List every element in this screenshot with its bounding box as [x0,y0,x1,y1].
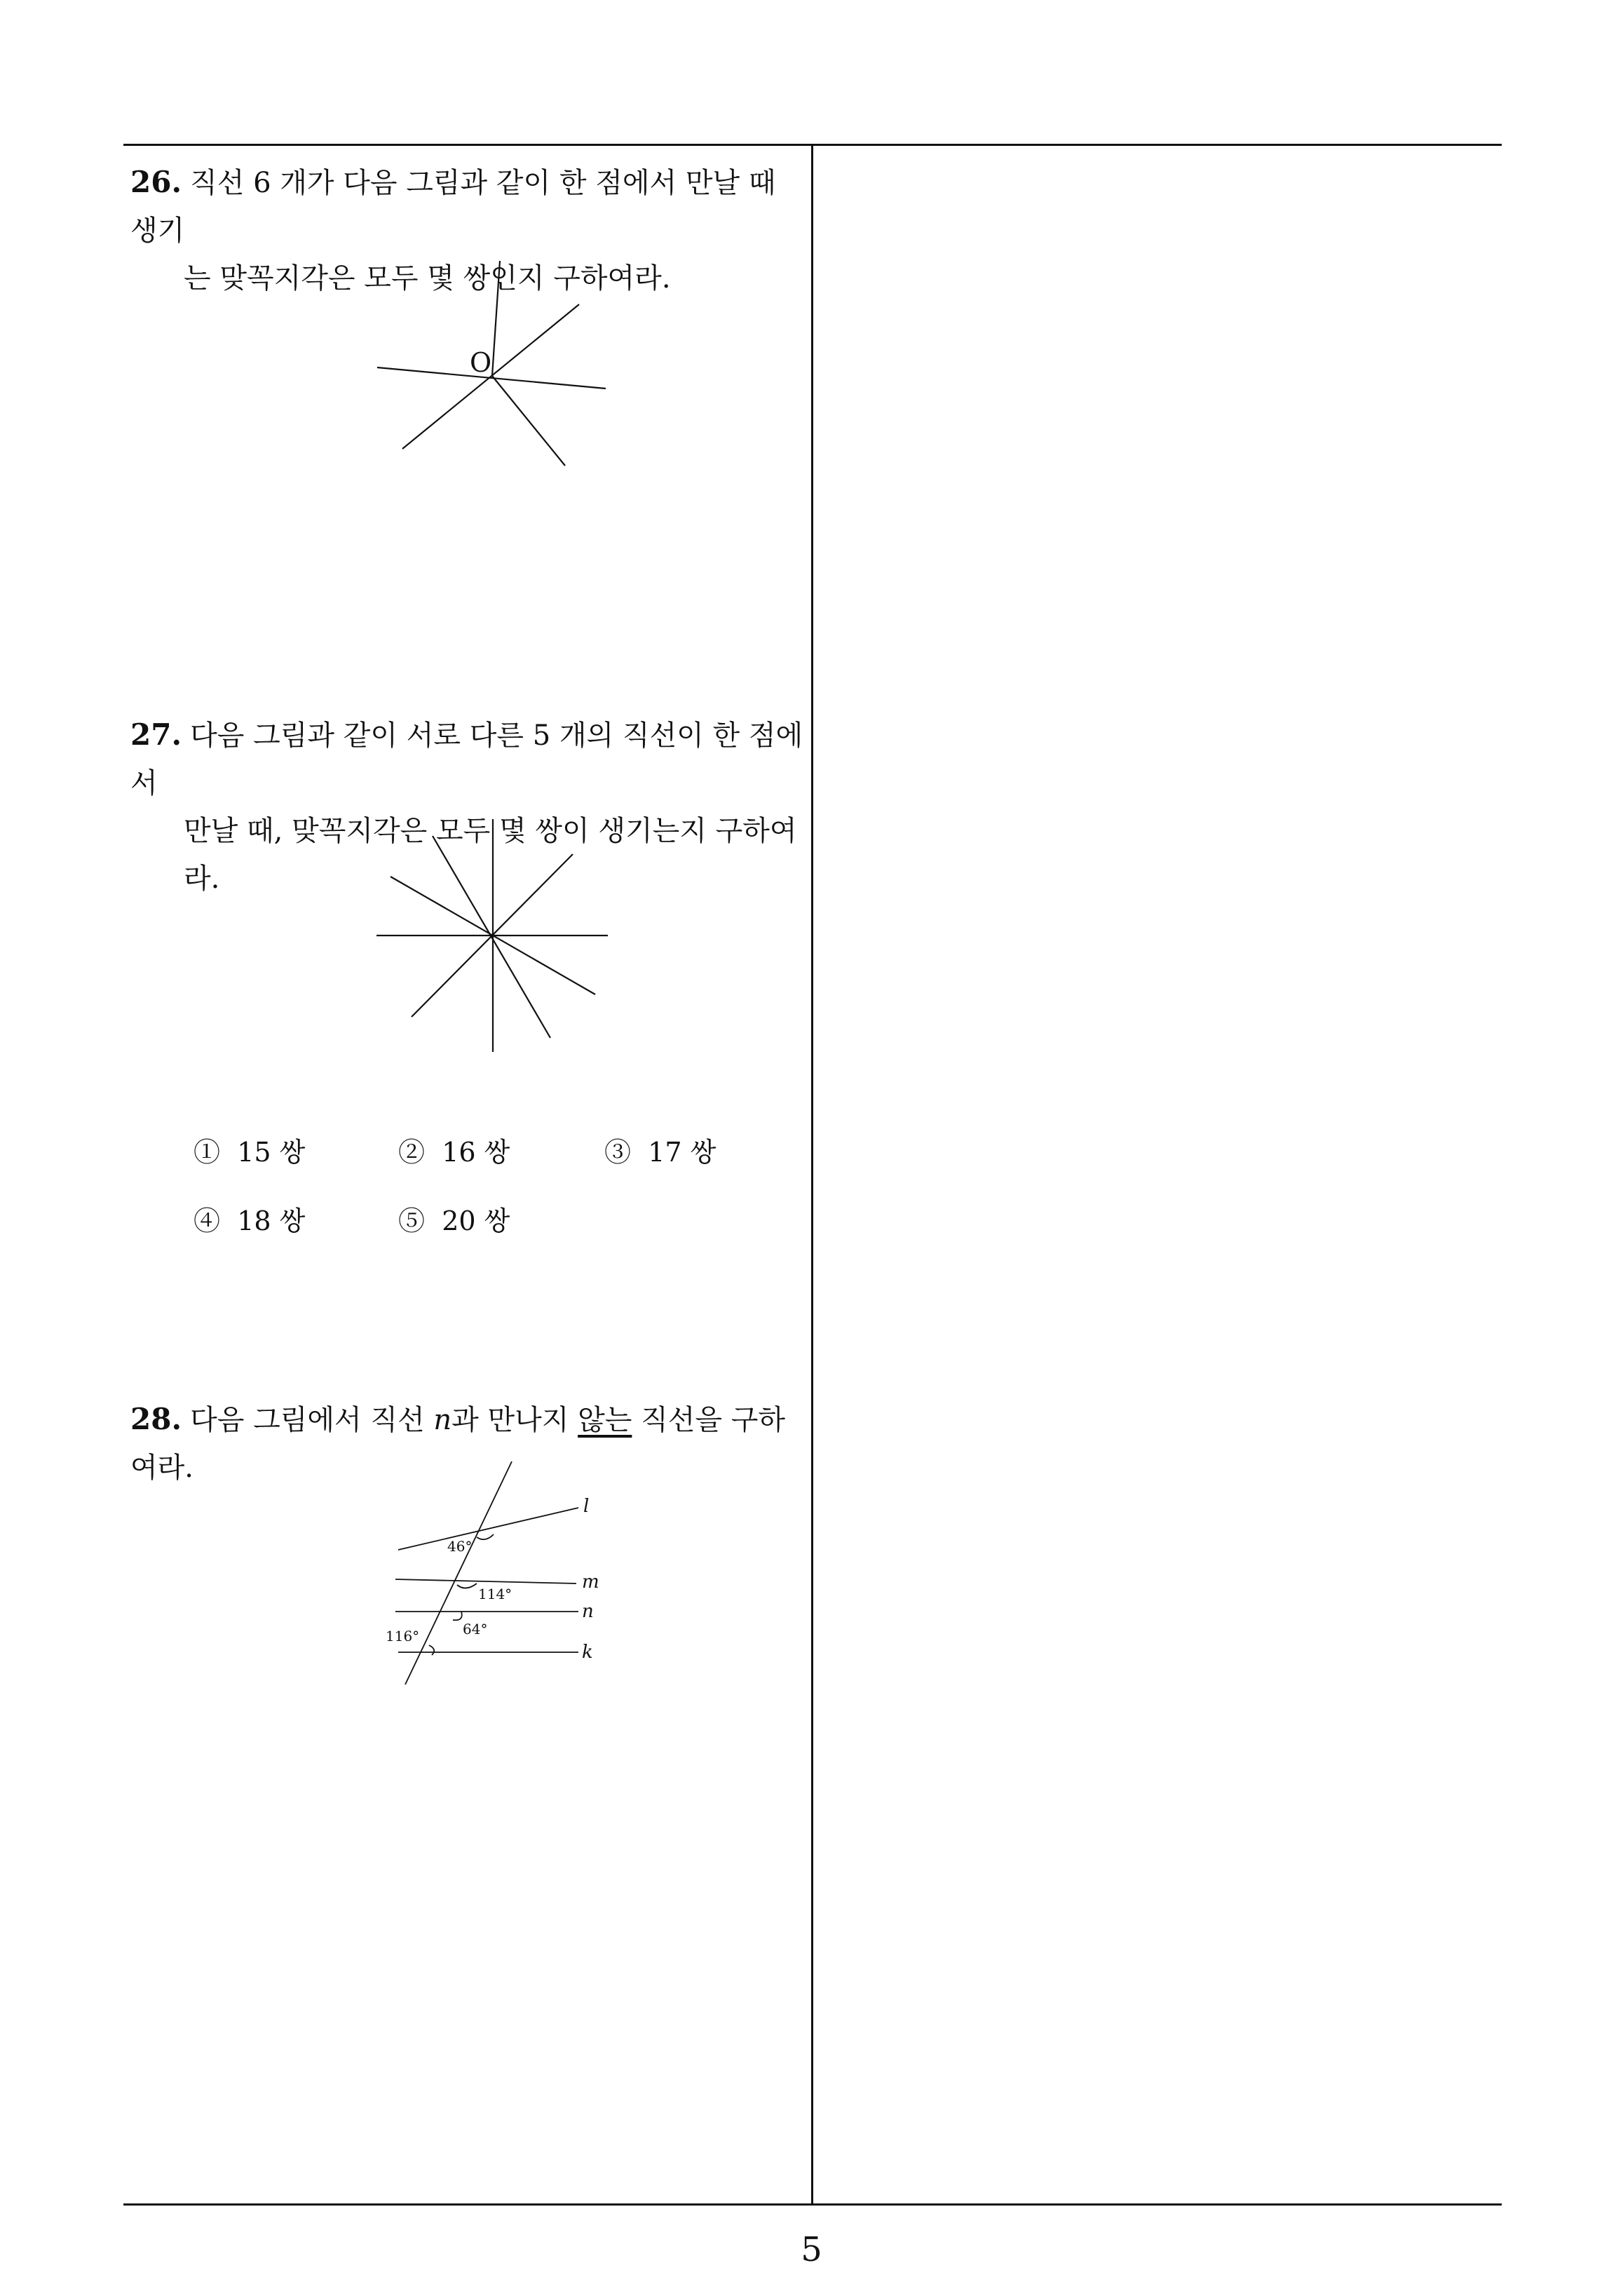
line-m [395,1579,576,1583]
figure-26-six-lines [372,261,624,471]
label-l: l [583,1496,590,1517]
point-label-o: O [470,347,492,378]
arc-64 [453,1612,462,1620]
choice-text: 15 쌍 [237,1137,306,1168]
label-m: m [582,1572,599,1593]
arc-114 [457,1583,477,1588]
line-a [492,261,500,376]
line-d [492,376,565,466]
choice-4[interactable] [193,1199,305,1238]
arc-46 [477,1534,494,1539]
choice-text: 18 쌍 [237,1206,306,1236]
angle-64: 64° [463,1621,488,1637]
choice-5[interactable] [398,1199,510,1238]
choice-mark: ⑤ [398,1206,426,1236]
underlined-word: 않는 [578,1404,632,1436]
choice-mark: ② [398,1137,426,1168]
choice-mark: ① [193,1137,221,1168]
bottom-rule [123,2203,1502,2206]
choice-1[interactable] [193,1130,305,1169]
text-mid: 과 만나지 [451,1404,578,1436]
column-divider [811,144,813,2206]
text-after: 직선을 구하여라. [130,1404,786,1484]
label-n: n [582,1601,594,1622]
angle-46: 46° [447,1538,473,1555]
choice-text: 17 쌍 [648,1137,717,1168]
label-k: k [582,1642,593,1663]
choice-text: 16 쌍 [442,1137,510,1168]
text-before: 다음 그림에서 직선 [190,1404,434,1436]
question-number: 26. [130,165,182,199]
question-27-text-cont: 만날 때, 맞꼭지각은 모두 몇 쌍이 생기는지 구하여라. [184,815,797,895]
choice-2[interactable] [398,1130,510,1169]
choice-mark: ④ [193,1206,221,1236]
figure-27-five-lines [374,819,612,1058]
figure-28-parallel-lines [379,1461,610,1693]
angle-116: 116° [386,1628,420,1645]
line-l [398,1508,578,1550]
line-diag-2 [433,836,550,1038]
question-26-text-cont: 는 맞꼭지각은 모두 몇 쌍인지 구하여라. [184,262,671,295]
question-line: 직선 6 개가 다음 그림과 같이 한 점에서 만날 때 생기 [130,167,776,247]
question-number: 27. [130,717,182,752]
arc-116 [429,1645,434,1655]
var-n: n [433,1404,452,1436]
page-number: 5 [801,2230,822,2269]
choice-3[interactable] [604,1130,716,1169]
transversal [405,1461,512,1684]
choice-mark: ③ [604,1137,632,1168]
question-27-text [130,711,810,807]
question-26-text [130,158,810,255]
choice-text: 20 쌍 [442,1206,510,1236]
question-number: 28. [130,1402,182,1436]
angle-114: 114° [478,1586,512,1602]
question-line: 다음 그림과 같이 서로 다른 5 개의 직선이 한 점에서 [130,720,803,799]
